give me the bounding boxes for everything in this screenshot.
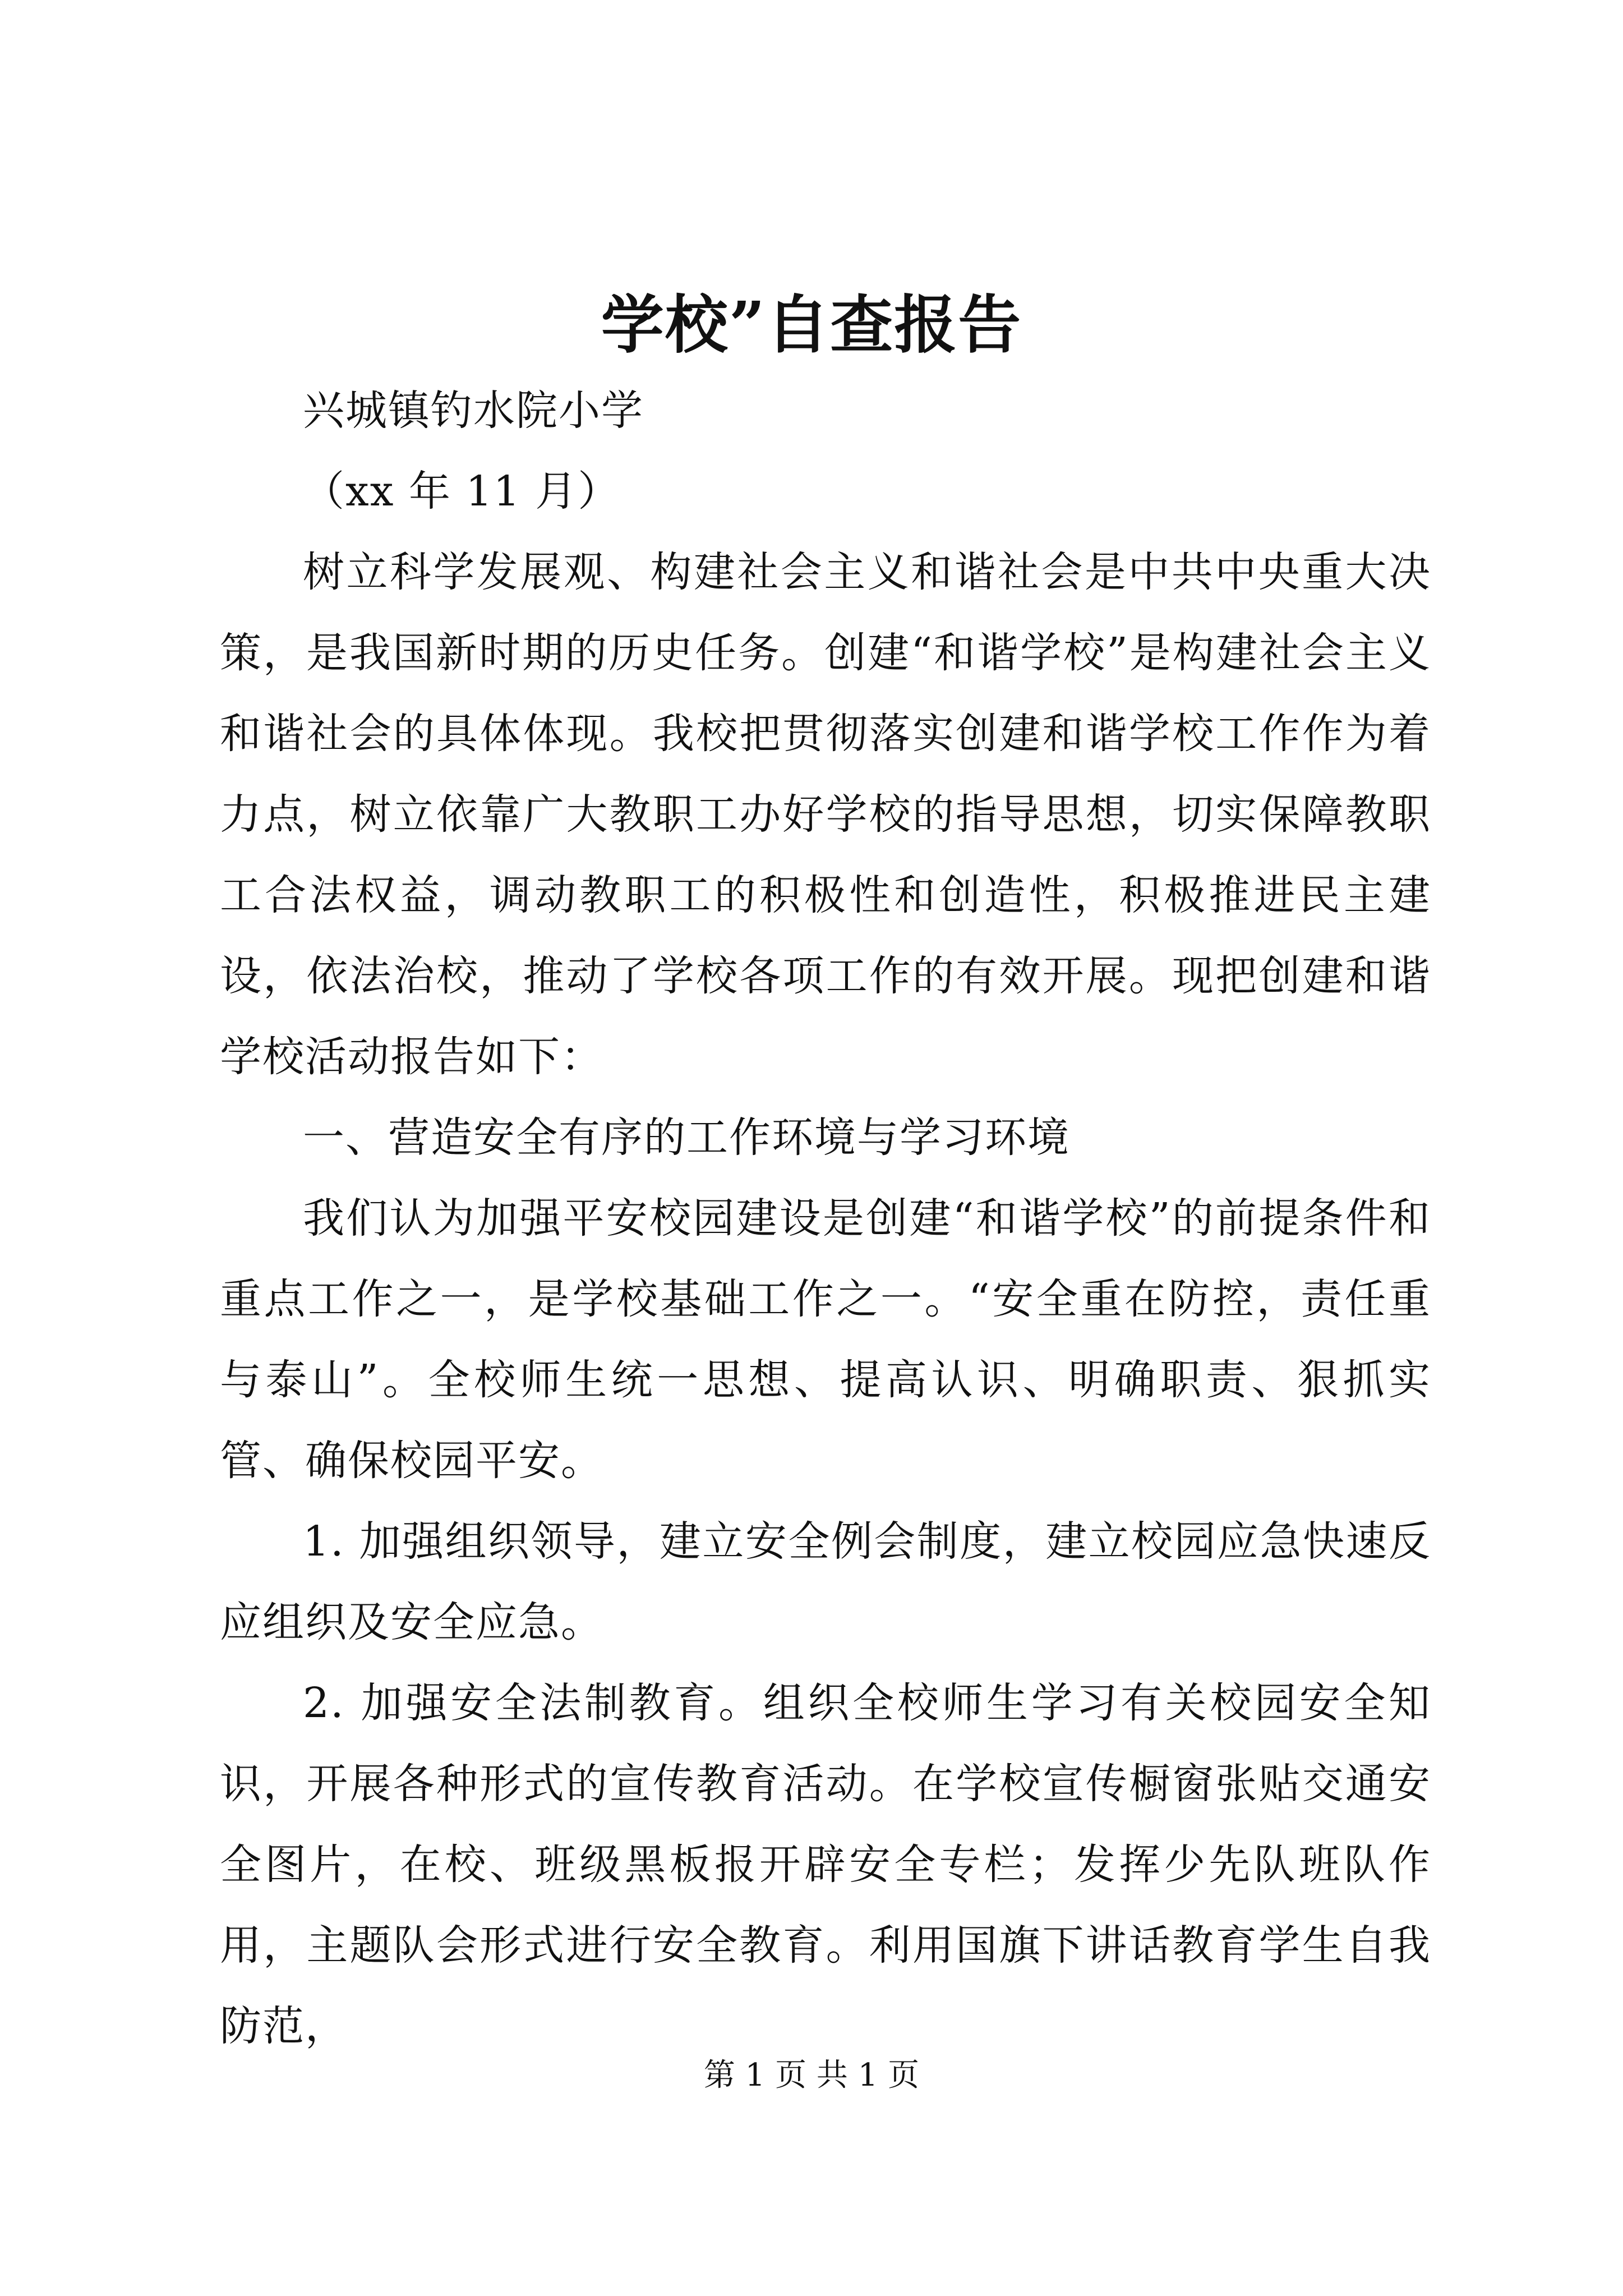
page-footer: 第 1 页 共 1 页 xyxy=(703,2057,920,2093)
school-name: 兴城镇钓水院小学 xyxy=(303,386,644,435)
document-body xyxy=(220,370,1431,2067)
list-item: 2. 加强安全法制教育。组织全校师生学习有关校园安全知识，开展各种形式的宣传教育活动。在学校宣传橱窗张贴交通安全图片，在校、班级黑板报开辟安全专栏；发挥少先队班队作用，主题队会形式进行安全教育。利用国旗下讲话教育学生自我防范， xyxy=(220,1679,1431,2050)
body-paragraph: 我们认为加强平安校园建设是创建“和谐学校”的前提条件和重点工作之一，是学校基础工作之一。“安全重在防控，责任重与泰山”。全校师生统一思想、提高认识、明确职责、狠抓实管、确保校园平安。 xyxy=(220,1194,1431,1485)
list-item: 1. 加强组织领导，建立安全例会制度，建立校园应急快速反应组织及安全应急。 xyxy=(220,1517,1431,1646)
intro-paragraph: 树立科学发展观、构建社会主义和谐社会是中共中央重大决策，是我国新时期的历史任务。创建“和谐学校”是构建社会主义和谐社会的具体体现。我校把贯彻落实创建和谐学校工作作为着力点，树立依靠广大教职工办好学校的指导思想，切实保障教职工合法权益，调动教职工的积极性和创造性，积极推进民主建设，依法治校，推动了学校各项工作的有效开展。现把创建和谐学校活动报告如下： xyxy=(220,548,1431,1081)
document-title: 学校”自查报告 xyxy=(601,288,1022,362)
report-date: （xx 年 11 月） xyxy=(303,467,621,516)
section-heading: 一、营造安全有序的工作环境与学习环境 xyxy=(303,1114,1070,1162)
